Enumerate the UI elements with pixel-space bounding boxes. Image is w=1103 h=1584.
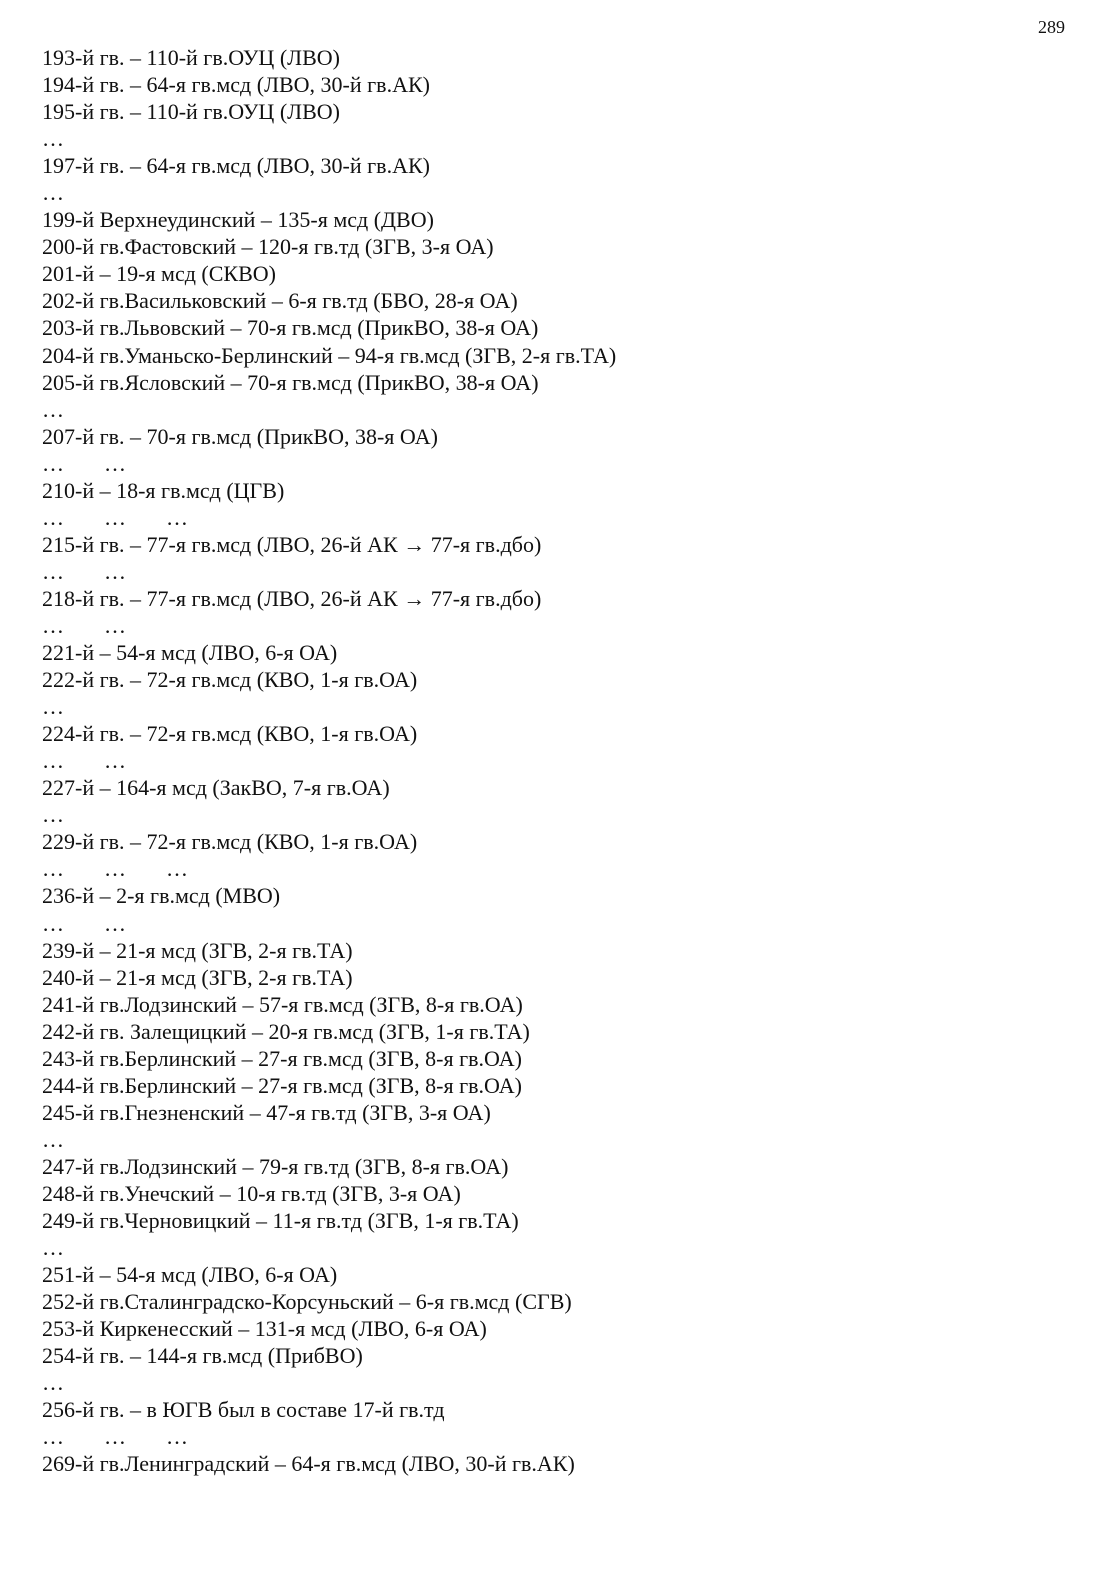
regiment-entry: 256-й гв. – в ЮГВ был в составе 17-й гв.тд [42,1397,445,1423]
regiment-entry: 253-й Киркенесский – 131-я мсд (ЛВО, 6-я ОА) [42,1316,487,1342]
regiment-entry: 194-й гв. – 64-я гв.мсд (ЛВО, 30-й гв.АК) [42,72,430,98]
regiment-entry: 195-й гв. – 110-й гв.ОУЦ (ЛВО) [42,99,340,125]
ellipsis-line: … [42,694,65,720]
regiment-entry: 227-й – 164-я мсд (ЗакВО, 7-я гв.ОА) [42,775,390,801]
regiment-entry: 205-й гв.Ясловский – 70-я гв.мсд (ПрикВО, 38-я ОА) [42,369,539,395]
ellipsis-line: … [42,126,65,152]
regiment-entry: 215-й гв. – 77-я гв.мсд (ЛВО, 26-й АК → 77-я гв.дбо) [42,531,542,557]
regiment-entry: 200-й гв.Фастовский – 120-я гв.тд (ЗГВ, 3-я ОА) [42,234,494,260]
regiment-entry: 254-й гв. – 144-я гв.мсд (ПрибВО) [42,1343,363,1369]
regiment-entry: 202-й гв.Васильковский – 6-я гв.тд (БВО, 28-я ОА) [42,288,518,314]
ellipsis-line: … … [42,910,127,936]
regiment-entry: 244-й гв.Берлинский – 27-я гв.мсд (ЗГВ, 8-я гв.ОА) [42,1072,522,1098]
regiment-entry: 242-й гв. Залещицкий – 20-я гв.мсд (ЗГВ, 1-я гв.ТА) [42,1018,530,1044]
regiment-entry: 218-й гв. – 77-я гв.мсд (ЛВО, 26-й АК → 77-я гв.дбо) [42,585,542,611]
ellipsis-line: … [42,802,65,828]
regiment-entry: 221-й – 54-я мсд (ЛВО, 6-я ОА) [42,640,338,666]
document-body [42,44,1062,1477]
regiment-entry: 248-й гв.Унечский – 10-я гв.тд (ЗГВ, 3-я ОА) [42,1180,461,1206]
ellipsis-line: … [42,180,65,206]
regiment-entry: 243-й гв.Берлинский – 27-я гв.мсд (ЗГВ, 8-я гв.ОА) [42,1045,522,1071]
ellipsis-line: … [42,1370,65,1396]
ellipsis-line: … … [42,612,127,638]
regiment-entry: 251-й – 54-я мсд (ЛВО, 6-я ОА) [42,1262,338,1288]
regiment-entry: 241-й гв.Лодзинский – 57-я гв.мсд (ЗГВ, 8-я гв.ОА) [42,991,523,1017]
ellipsis-line: … … [42,450,127,476]
ellipsis-line: … [42,396,65,422]
ellipsis-line: … … … [42,856,189,882]
ellipsis-line: … [42,1235,65,1261]
regiment-entry: 193-й гв. – 110-й гв.ОУЦ (ЛВО) [42,45,340,70]
regiment-entry: 247-й гв.Лодзинский – 79-я гв.тд (ЗГВ, 8-я гв.ОА) [42,1153,509,1179]
regiment-entry: 240-й – 21-я мсд (ЗГВ, 2-я гв.ТА) [42,964,353,990]
regiment-entry: 197-й гв. – 64-я гв.мсд (ЛВО, 30-й гв.АК) [42,153,430,179]
ellipsis-line: … … [42,748,127,774]
regiment-entry: 203-й гв.Львовский – 70-я гв.мсд (ПрикВО, 38-я ОА) [42,315,539,341]
regiment-entry: 207-й гв. – 70-я гв.мсд (ПрикВО, 38-я ОА) [42,423,438,449]
regiment-entry: 249-й гв.Черновицкий – 11-я гв.тд (ЗГВ, 1-я гв.ТА) [42,1208,519,1234]
regiment-entry: 229-й гв. – 72-я гв.мсд (КВО, 1-я гв.ОА) [42,829,418,855]
ellipsis-line: … … … [42,1424,189,1450]
regiment-entry: 204-й гв.Уманьско-Берлинский – 94-я гв.мсд (ЗГВ, 2-я гв.ТА) [42,342,617,368]
ellipsis-line: … … [42,558,127,584]
regiment-entry: 224-й гв. – 72-я гв.мсд (КВО, 1-я гв.ОА) [42,721,418,747]
regiment-entry: 239-й – 21-я мсд (ЗГВ, 2-я гв.ТА) [42,937,353,963]
regiment-entry: 236-й – 2-я гв.мсд (МВО) [42,883,281,909]
regiment-entry: 210-й – 18-я гв.мсд (ЦГВ) [42,477,285,503]
ellipsis-line: … [42,1126,65,1152]
regiment-entry: 199-й Верхнеудинский – 135-я мсд (ДВО) [42,207,434,233]
regiment-entry: 252-й гв.Сталинградско-Корсуньский – 6-я гв.мсд (СГВ) [42,1289,572,1315]
regiment-entry: 269-й гв.Ленинградский – 64-я гв.мсд (ЛВО, 30-й гв.АК) [42,1451,575,1477]
regiment-entry: 245-й гв.Гнезненский – 47-я гв.тд (ЗГВ, 3-я ОА) [42,1099,491,1125]
ellipsis-line: … … … [42,504,189,530]
page-number: 289 [1038,17,1065,37]
regiment-entry: 222-й гв. – 72-я гв.мсд (КВО, 1-я гв.ОА) [42,667,418,693]
regiment-entry: 201-й – 19-я мсд (СКВО) [42,261,276,287]
